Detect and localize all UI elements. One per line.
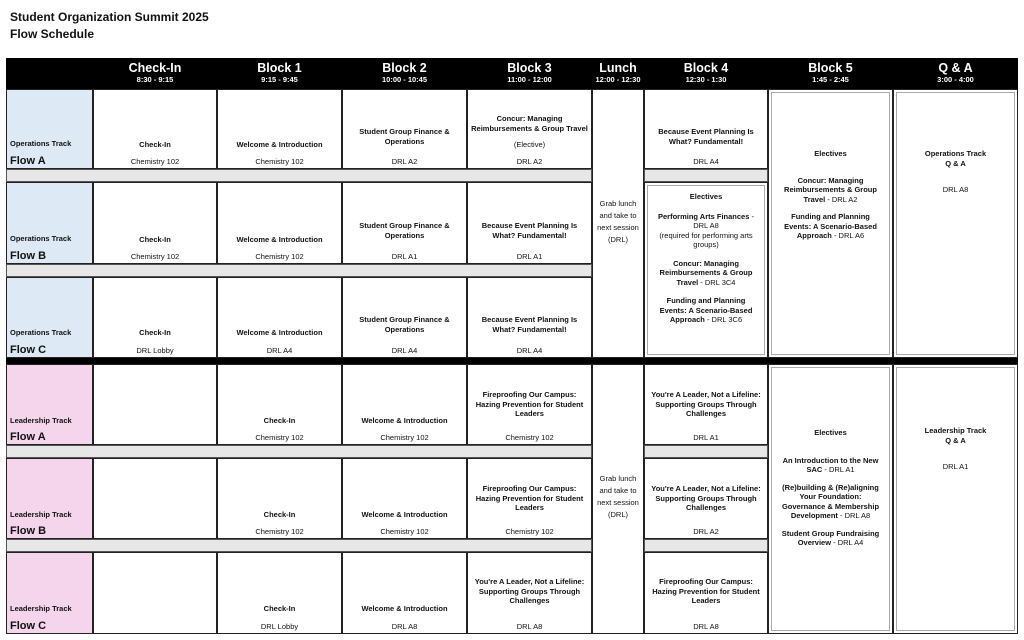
elective-title: An Introduction to the New SAC xyxy=(782,455,879,474)
session-room: Chemistry 102 xyxy=(130,251,180,261)
session-title: Because Event Planning Is What? Fundamental! xyxy=(481,221,578,240)
session-title: Check-In xyxy=(139,140,171,149)
track-label-lead-a xyxy=(6,364,93,445)
elective-title: Performing Arts Finances xyxy=(657,211,750,221)
col-time: 8:30 - 9:15 xyxy=(136,75,174,84)
session-room: DRL A1 xyxy=(693,432,719,442)
session-title: Fireproofing Our Campus: Hazing Prevention for Student Leaders xyxy=(475,484,584,512)
session-cell xyxy=(644,89,768,169)
elective-room: - DRL A8 xyxy=(837,511,871,520)
elective-room: - DRL A4 xyxy=(831,538,864,547)
session-title: Check-In xyxy=(139,235,171,244)
session-room: Chemistry 102 xyxy=(255,251,304,261)
row-separator xyxy=(644,169,768,182)
session-room: Chemistry 102 xyxy=(255,526,304,536)
b4-electives-ops xyxy=(644,182,768,358)
col-header-block3 xyxy=(467,58,592,89)
session-title: Because Event Planning Is What? Fundamental! xyxy=(481,315,578,334)
b5-ops xyxy=(768,89,893,358)
session-title: Check-In xyxy=(263,416,296,425)
elective-title: Concur: Managing Reimbursements & Group Travel xyxy=(659,258,753,287)
electives-heading: Electives xyxy=(814,428,847,437)
empty-cell xyxy=(93,552,217,634)
session-room: Chemistry 102 xyxy=(380,526,429,536)
session-title: You're A Leader, Not a Lifeline: Supporting Groups Through Challenges xyxy=(474,577,585,605)
col-header-block2 xyxy=(342,58,467,89)
qa-ops-inner xyxy=(896,92,1015,355)
session-cell xyxy=(467,182,592,264)
col-name: Block 2 xyxy=(382,61,427,75)
session-room: Chemistry 102 xyxy=(130,156,180,166)
flow-name: Flow C xyxy=(10,620,47,632)
session-room: DRL A4 xyxy=(693,156,719,166)
session-title: Check-In xyxy=(139,328,171,337)
elective-title: Funding and Planning Events: A Scenario-Based Approach xyxy=(659,296,753,324)
track-label-ops-c xyxy=(6,277,93,358)
session-room: DRL A4 xyxy=(266,345,293,355)
session-title: Because Event Planning Is What? Fundamental! xyxy=(658,127,754,146)
col-time: 10:00 - 10:45 xyxy=(381,75,428,84)
session-title: You're A Leader, Not a Lifeline: Supporting Groups Through Challenges xyxy=(651,484,761,512)
elective-note: (required for performing arts groups) xyxy=(659,230,753,249)
session-title: Fireproofing Our Campus: Hazing Prevention for Student Leaders xyxy=(652,577,760,605)
track-label-ops-b xyxy=(6,182,93,264)
session-title: Check-In xyxy=(263,510,296,519)
session-cell xyxy=(467,89,592,169)
flow-name: Flow A xyxy=(10,431,46,443)
empty-cell xyxy=(93,458,217,539)
session-cell xyxy=(644,552,768,634)
session-room: Chemistry 102 xyxy=(505,526,554,536)
col-time: 11:00 - 12:00 xyxy=(507,75,552,84)
col-name: Block 1 xyxy=(257,61,302,75)
session-cell xyxy=(217,364,342,445)
session-cell xyxy=(342,277,467,358)
lunch-cell-ops xyxy=(592,89,644,358)
elective-title: (Re)building & (Re)aligning Your Foundation: Governance & Membership Development xyxy=(781,482,880,520)
elective-room: - DRL A8 xyxy=(693,211,754,230)
elective-item xyxy=(648,259,764,288)
session-cell xyxy=(342,182,467,264)
session-room: DRL A1 xyxy=(516,251,543,261)
session-cell xyxy=(93,182,217,264)
elective-title: Concur: Managing Reimbursements & Group Travel xyxy=(784,175,877,204)
session-cell xyxy=(342,89,467,169)
col-name: Q & A xyxy=(938,61,973,75)
col-time: 12:00 - 12:30 xyxy=(595,75,641,84)
col-name: Check-In xyxy=(128,61,182,75)
elective-room: - DRL A2 xyxy=(825,194,858,204)
b5-ops-inner xyxy=(771,92,890,355)
col-time: 3:00 - 4:00 xyxy=(937,75,974,84)
elective-item xyxy=(772,176,889,205)
session-room: Chemistry 102 xyxy=(255,432,304,442)
flow-name: Flow B xyxy=(10,525,47,537)
session-note: (Elective) xyxy=(513,140,546,149)
lunch-text: Grab lunch and take to next session (DRL) xyxy=(597,474,639,519)
session-cell xyxy=(467,364,592,445)
session-room: DRL Lobby xyxy=(136,345,174,355)
b5-lead-inner xyxy=(771,367,890,631)
col-header-lunch xyxy=(592,58,644,89)
qa-room: DRL A8 xyxy=(942,185,969,194)
qa-room: DRL A1 xyxy=(942,462,969,471)
qa-ops xyxy=(893,89,1018,358)
b5-lead xyxy=(768,364,893,634)
title-line-2: Flow Schedule xyxy=(10,27,95,41)
qa-line-1: Operations Track xyxy=(924,149,987,158)
session-title: You're A Leader, Not a Lifeline: Supporting Groups Through Challenges xyxy=(651,390,761,418)
elective-title: Funding and Planning Events: A Scenario-Based Approach xyxy=(784,212,877,240)
session-cell xyxy=(217,552,342,634)
session-cell xyxy=(93,277,217,358)
session-title: Concur: Managing Reimbursements & Group Travel xyxy=(471,114,588,133)
qa-lead xyxy=(893,364,1018,634)
row-separator xyxy=(644,539,768,552)
elective-item xyxy=(772,456,889,475)
session-title: Welcome & Introduction xyxy=(361,604,448,613)
session-title: Student Group Finance & Operations xyxy=(359,315,450,334)
elective-item xyxy=(648,212,764,250)
session-cell xyxy=(217,277,342,358)
track-label-lead-b xyxy=(6,458,93,539)
qa-line-1: Leadership Track xyxy=(924,426,987,435)
session-title: Fireproofing Our Campus: Hazing Prevention for Student Leaders xyxy=(475,390,584,418)
session-cell xyxy=(467,277,592,358)
elective-room: - DRL A1 xyxy=(822,465,855,474)
col-header-block4 xyxy=(644,58,768,89)
elective-title: Student Group Fundraising Overview xyxy=(781,528,880,547)
row-separator xyxy=(6,539,592,552)
elective-room: - DRL 3C6 xyxy=(704,315,743,324)
session-room: DRL A8 xyxy=(391,621,418,631)
session-room: DRL A2 xyxy=(391,156,418,166)
row-separator xyxy=(6,264,592,277)
col-header-block5 xyxy=(768,58,893,89)
session-room: DRL A8 xyxy=(516,621,543,631)
flow-name: Flow A xyxy=(10,155,46,167)
session-cell xyxy=(217,89,342,169)
session-room: DRL A2 xyxy=(516,156,543,166)
track-name: Operations Track xyxy=(10,139,72,148)
track-name: Leadership Track xyxy=(10,604,72,613)
session-title: Welcome & Introduction xyxy=(236,328,323,337)
session-cell xyxy=(217,182,342,264)
session-room: DRL A1 xyxy=(391,251,418,261)
session-title: Student Group Finance & Operations xyxy=(359,221,450,240)
session-cell xyxy=(342,364,467,445)
session-cell xyxy=(217,458,342,539)
flow-name: Flow C xyxy=(10,344,47,356)
session-room: DRL A4 xyxy=(516,345,543,355)
row-separator xyxy=(6,169,592,182)
session-room: DRL Lobby xyxy=(260,621,299,631)
session-room: Chemistry 102 xyxy=(380,432,429,442)
elective-item xyxy=(648,296,764,325)
col-name: Block 3 xyxy=(507,61,552,75)
b4-electives-inner xyxy=(647,185,765,355)
session-title: Welcome & Introduction xyxy=(236,235,323,244)
row-separator xyxy=(644,445,768,458)
track-label-ops-a xyxy=(6,89,93,169)
session-title: Student Group Finance & Operations xyxy=(359,127,450,146)
page-title xyxy=(10,9,209,43)
track-name: Operations Track xyxy=(10,234,72,243)
track-name: Leadership Track xyxy=(10,510,72,519)
session-title: Welcome & Introduction xyxy=(236,140,323,149)
electives-heading: Electives xyxy=(814,149,847,158)
col-name: Block 5 xyxy=(808,61,853,75)
session-cell xyxy=(467,552,592,634)
col-header-block1 xyxy=(217,58,342,89)
session-cell xyxy=(93,89,217,169)
elective-item xyxy=(772,212,889,241)
col-time: 9:15 - 9:45 xyxy=(261,75,298,84)
elective-room: - DRL A6 xyxy=(831,231,865,240)
session-cell xyxy=(467,458,592,539)
session-room: DRL A8 xyxy=(693,621,719,631)
flow-name: Flow B xyxy=(10,250,47,262)
session-room: DRL A2 xyxy=(693,526,719,536)
qa-lead-inner xyxy=(896,367,1015,631)
col-time: 1:45 - 2:45 xyxy=(812,75,849,84)
session-cell xyxy=(644,364,768,445)
track-name: Operations Track xyxy=(10,328,72,337)
electives-heading: Electives xyxy=(689,192,723,201)
session-cell xyxy=(342,458,467,539)
lunch-text: Grab lunch and take to next session (DRL) xyxy=(597,199,639,244)
track-name: Leadership Track xyxy=(10,416,72,425)
col-name: Lunch xyxy=(599,61,637,75)
elective-room: - DRL 3C4 xyxy=(698,277,736,287)
col-time: 12:30 - 1:30 xyxy=(685,75,727,84)
elective-item xyxy=(772,529,889,548)
elective-item xyxy=(772,483,889,521)
title-line-1: Student Organization Summit 2025 xyxy=(10,10,209,24)
empty-cell xyxy=(93,364,217,445)
session-title: Welcome & Introduction xyxy=(361,510,448,519)
session-room: DRL A4 xyxy=(391,345,418,355)
session-cell xyxy=(342,552,467,634)
session-room: Chemistry 102 xyxy=(505,432,554,442)
session-title: Check-In xyxy=(263,604,296,613)
row-separator xyxy=(6,445,592,458)
lunch-cell-lead xyxy=(592,364,644,634)
track-label-lead-c xyxy=(6,552,93,634)
qa-line-2: Q & A xyxy=(945,435,966,445)
session-cell xyxy=(644,458,768,539)
session-title: Welcome & Introduction xyxy=(361,416,448,425)
col-header-checkin xyxy=(93,58,217,89)
col-header-qa xyxy=(893,58,1018,89)
qa-line-2: Q & A xyxy=(945,158,966,168)
col-name: Block 4 xyxy=(683,61,729,75)
session-room: Chemistry 102 xyxy=(255,156,304,166)
